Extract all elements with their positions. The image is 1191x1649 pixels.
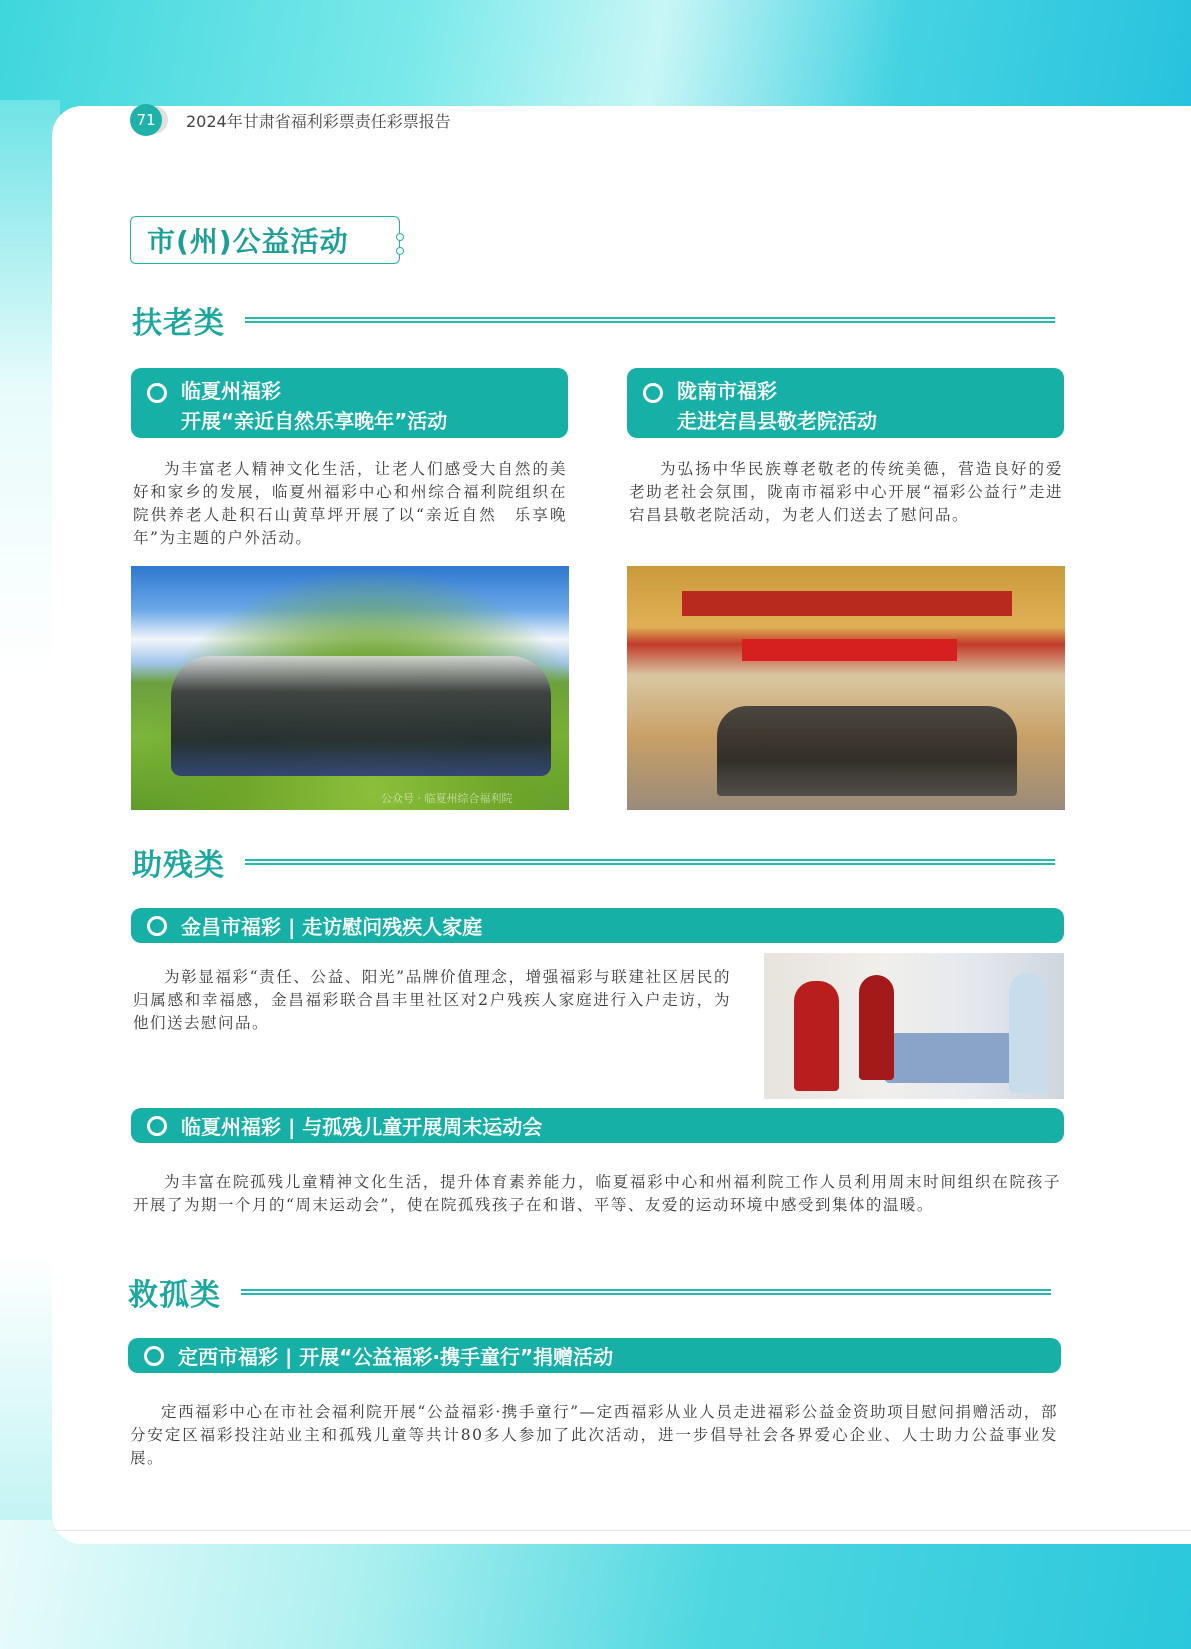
activity-description: 为丰富在院孤残儿童精神文化生活，提升体育素养能力，临夏福彩中心和州福利院工作人员利用周末时间组织在院孩子开展了为期一个月的“周末运动会”，使在院孤残孩子在和谐、平等、友爱的运动环境中感受到集体的温暖。 bbox=[133, 1173, 1061, 1214]
category-rule bbox=[241, 1289, 1051, 1295]
activity-title-bar bbox=[131, 1108, 1064, 1143]
footer-divider bbox=[52, 1530, 1191, 1531]
activity-title: 临夏州福彩 | 与孤残儿童开展周末运动会 bbox=[181, 1115, 543, 1139]
circle-bullet-icon bbox=[147, 916, 167, 936]
visitor-figure bbox=[859, 975, 894, 1080]
category-heading-orphan bbox=[128, 1270, 1051, 1314]
activity-description: 为丰富老人精神文化生活，让老人们感受大自然的美好和家乡的发展，临夏州福彩中心和州综合福利院组织在院供养老人赴积石山黄草坪开展了以“亲近自然 乐享晚年”为主题的户外活动。 bbox=[133, 460, 567, 547]
group-of-people bbox=[171, 656, 551, 776]
photo-elderly-outdoor-trip bbox=[131, 566, 569, 810]
photo-nursing-home-visit bbox=[627, 566, 1065, 810]
activity-title-bar bbox=[131, 908, 1064, 943]
page-number: 71 bbox=[130, 104, 162, 136]
activity-title-line2: 开展“亲近自然乐享晚年”活动 bbox=[181, 409, 448, 433]
visitor-figure bbox=[1009, 973, 1047, 1093]
category-heading-disabled bbox=[132, 840, 1055, 884]
activity-title-line1: 临夏州福彩 bbox=[181, 379, 281, 403]
circle-bullet-icon bbox=[643, 383, 663, 403]
circle-bullet-icon bbox=[144, 1346, 164, 1366]
page-header bbox=[130, 104, 451, 136]
circle-bullet-icon bbox=[147, 1116, 167, 1136]
category-rule bbox=[245, 317, 1055, 323]
section-title bbox=[130, 216, 400, 264]
decor-dot-icon bbox=[396, 247, 404, 255]
activity-description: 为弘扬中华民族尊老敬老的传统美德，营造良好的爱老助老社会氛围，陇南市福彩中心开展“福彩公益行”走进宕昌县敬老院活动，为老人们送去了慰问品。 bbox=[629, 460, 1063, 524]
circle-bullet-icon bbox=[147, 383, 167, 403]
decor-dot-icon bbox=[396, 233, 404, 241]
activity-description: 定西福彩中心在市社会福利院开展“公益福彩·携手童行”—定西福彩从业人员走进福彩公益金资助项目慰问捐赠活动，部分安定区福彩投注站业主和孤残儿童等共计80多人参加了此次活动，进一步倡导社会各界爱心企业、人士助力公益事业发展。 bbox=[130, 1403, 1058, 1467]
category-rule bbox=[245, 859, 1055, 865]
category-heading-elderly bbox=[132, 298, 1055, 342]
activity-title-bar bbox=[128, 1338, 1061, 1373]
group-of-people bbox=[717, 706, 1017, 796]
activity-title: 金昌市福彩 | 走访慰问残疾人家庭 bbox=[181, 915, 483, 939]
top-wave-background bbox=[0, 0, 1191, 115]
hospital-bed bbox=[884, 1033, 1014, 1083]
visitor-figure bbox=[794, 981, 839, 1091]
activity-title-line1: 陇南市福彩 bbox=[677, 379, 777, 403]
photo-home-visit-disabled-family bbox=[764, 953, 1064, 1099]
activity-title-bar bbox=[131, 368, 568, 438]
activity-description: 为彰显福彩“责任、公益、阳光”品牌价值理念，增强福彩与联建社区居民的归属感和幸福感，金昌福彩联合昌丰里社区对2户残疾人家庭进行入户走访，为他们送去慰问品。 bbox=[133, 968, 731, 1032]
category-label: 助残类 bbox=[132, 848, 225, 883]
category-label: 扶老类 bbox=[132, 306, 225, 341]
activity-title-bar bbox=[627, 368, 1064, 438]
left-wave-background bbox=[0, 100, 60, 1540]
red-banner bbox=[742, 639, 957, 661]
section-title-text: 市(州)公益活动 bbox=[147, 225, 349, 258]
category-label: 救孤类 bbox=[128, 1278, 221, 1313]
document-title: 2024年甘肃省福利彩票责任彩票报告 bbox=[186, 111, 451, 131]
photo-watermark: 公众号 · 临夏州综合福利院 bbox=[381, 792, 513, 805]
building-roof bbox=[682, 591, 1012, 616]
activity-title-line2: 走进宕昌县敬老院活动 bbox=[677, 409, 877, 433]
activity-title: 定西市福彩 | 开展“公益福彩·携手童行”捐赠活动 bbox=[178, 1345, 614, 1369]
